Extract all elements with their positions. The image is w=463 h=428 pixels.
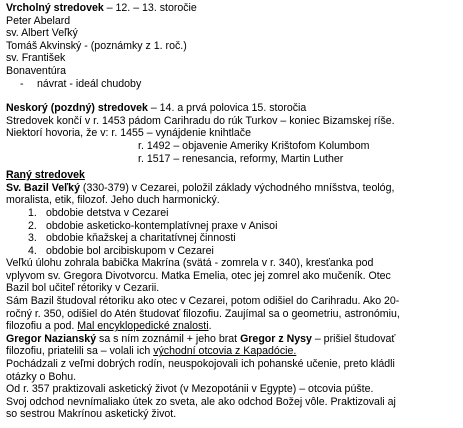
list-text: obdobie detstva v Cezarei: [46, 206, 169, 219]
text-line: [6, 320, 463, 333]
text-line: Sám Bazil študoval rétoriku ako otec v Cezarei, potom odišiel do Carihradu. Ako 20-: [6, 295, 400, 308]
list-text: obdobie asketicko-kontemplatívnej praxe v Anisoi: [46, 219, 278, 232]
heading-rest: – 14. a prvá polovica 15. storočia: [147, 102, 307, 115]
list-item: [6, 232, 463, 245]
text-span: sa s ním zoznámil + jeho brat: [96, 332, 241, 345]
list-text: obdobie kňažskej a charitatívnej činnosti: [46, 232, 236, 245]
heading-bold: Vrcholný stredovek: [6, 2, 104, 14]
text-span: filozofiu a pod.: [6, 320, 78, 333]
text-line: vplyvom sv. Gregora Divotvorcu. Matka Emelia, otec jej zomrel ako mučeník. Otec: [6, 269, 391, 282]
gregor-z-nysy: Gregor z Nysy: [240, 332, 312, 345]
bullet-item: [6, 78, 463, 91]
spacer: [6, 90, 463, 102]
underlined-phrase: východní otcovia z Kapadócie.: [153, 345, 297, 358]
text-line: Svoj odchod nevnímaliako útek zo sveta, ale ako odchod Božej vôle. Praktizovali aj: [6, 395, 396, 408]
bullet-text: návrat - ideál chudoby: [37, 77, 142, 90]
bazil-name: Sv. Bazil Veľký: [6, 181, 80, 194]
text-line: Bazil bol učiteľ rétoriky v Cezarii.: [6, 282, 160, 295]
text-line: Od r. 357 praktizovali asketický život (v Mezopotánii v Egypte) – otcovia púšte.: [6, 383, 374, 396]
heading-rest: – 12. – 13. storočie: [103, 2, 197, 14]
text-line: Veľkú úlohu zohrala babička Makrína (svätá - zomrela v r. 340), kresťanka pod: [6, 257, 374, 270]
sub-line: r. 1517 – renesancia, reformy, Martin Luther: [138, 152, 344, 165]
text-line: Stredovek končí v r. 1453 pádom Carihradu do rúk Turkov – koniec Bizamskej ríše.: [6, 114, 395, 127]
text-line: otázky o Bohu.: [6, 370, 77, 383]
underlined-phrase: Mal encyklopedické znalosti: [77, 320, 209, 333]
name-line: sv. Albert Veľký: [6, 27, 78, 40]
list-number: 1.: [28, 206, 37, 219]
list-item: [6, 220, 463, 233]
paragraph-bazil: [6, 182, 463, 195]
section-heading-vrcholny: [6, 2, 463, 15]
text-span: – prišiel študovať: [311, 332, 396, 345]
list-number: 3.: [28, 232, 37, 245]
list-item: [6, 245, 463, 258]
name-line: sv. František: [6, 52, 66, 65]
list-number: 2.: [28, 219, 37, 232]
list-number: 4.: [28, 244, 37, 257]
text-line: ročný r. 350, odišiel do Atén študovať filozofiu. Zaujímal sa o geometriu, astronómiu,: [6, 307, 400, 320]
text-line: [6, 345, 463, 358]
dash-bullet: -: [20, 77, 24, 90]
gregor-nazianzsky: Gregor Nazianský: [6, 332, 97, 345]
list-item: [6, 207, 463, 220]
section-heading-rany: Raný stredovek: [6, 169, 85, 182]
name-line: Bonaventúra: [6, 64, 67, 77]
sub-line: r. 1492 – objavenie Ameriky Krištofom Kolumbom: [138, 139, 370, 152]
name-line: Peter Abelard: [6, 14, 71, 27]
name-line: Tomáš Akvinský - (poznámky z 1. roč.): [6, 39, 187, 52]
text-line: Niektorí hovoria, že v: r. 1455 – vynájdenie knihtlače: [6, 127, 251, 140]
heading-bold: Neskorý (pozdný) stredovek: [6, 102, 148, 115]
bazil-rest: (330-379) v Cezarei, položil základy východného mníšstva, teológ,: [79, 181, 395, 194]
paragraph-gregor: [6, 333, 463, 346]
list-text: obdobie bol arcibiskupom v Cezarei: [46, 244, 214, 257]
text-span: filozofiu, priatelili sa – volali ich: [6, 345, 154, 358]
text-line: Pochádzali z veľmi dobrých rodín, neuspokojovali ich pohanské učenie, preto kládli: [6, 358, 395, 371]
text-line: so sestrou Makrínou asketický život.: [6, 408, 177, 421]
text-span: .: [208, 320, 212, 333]
text-line: moralista, etik, filozof. Jeho duch harmonický.: [6, 194, 220, 207]
section-heading-neskory: [6, 102, 463, 115]
